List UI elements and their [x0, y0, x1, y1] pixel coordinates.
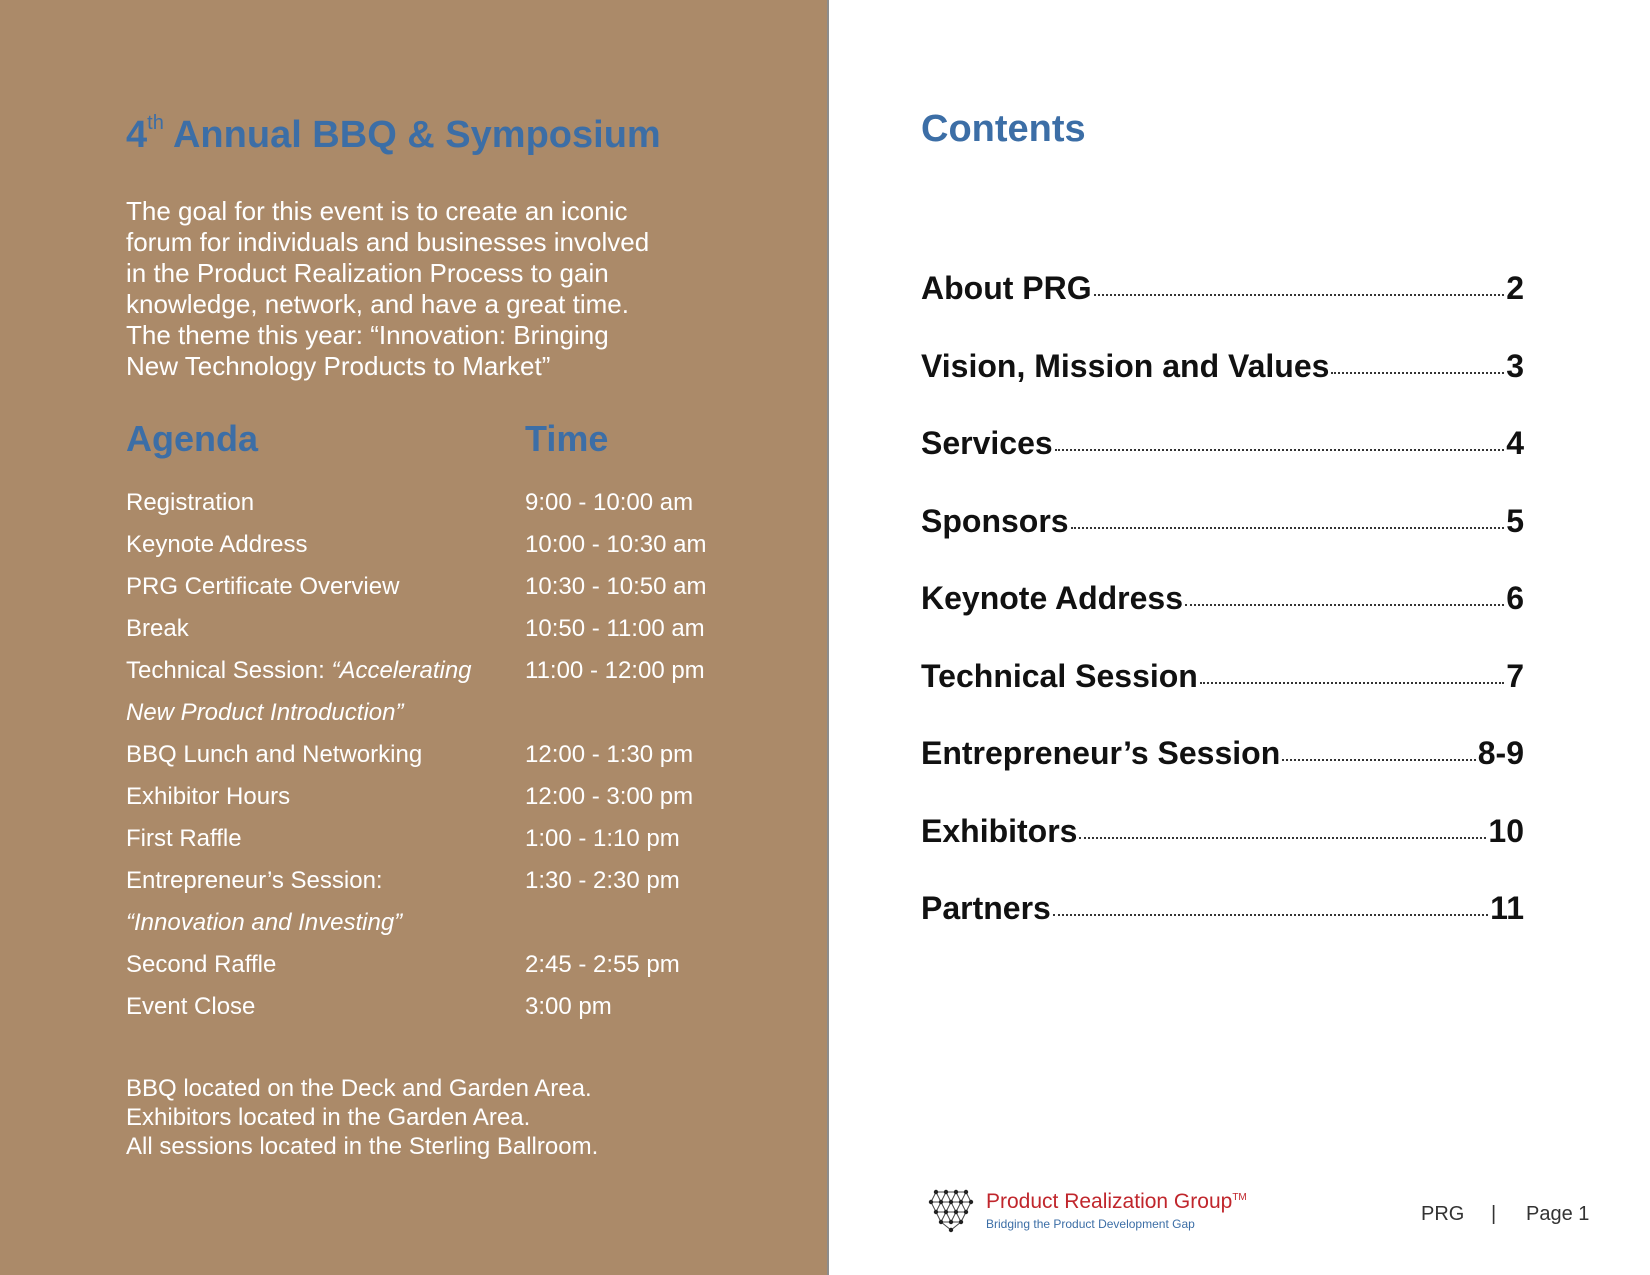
company-logo: [924, 1184, 1254, 1234]
agenda-time: 2:45 - 2:55 pm: [525, 951, 680, 978]
toc-entry-label: About PRG: [921, 270, 1092, 306]
agenda-time: 10:30 - 10:50 am: [525, 573, 707, 600]
agenda-list: [126, 489, 746, 1035]
toc-entry[interactable]: [921, 580, 1524, 658]
logo-trademark: TM: [1232, 1192, 1247, 1203]
agenda-row: [126, 699, 746, 741]
agenda-item: [126, 531, 307, 559]
toc-entry[interactable]: [921, 735, 1524, 813]
agenda-row: [126, 489, 746, 531]
agenda-item-text: First Raffle: [126, 825, 242, 852]
agenda-item: [126, 699, 403, 727]
agenda-time: 9:00 - 10:00 am: [525, 489, 694, 516]
agenda-time: 1:30 - 2:30 pm: [525, 867, 680, 894]
agenda-row: [126, 657, 746, 699]
agenda-item: [126, 951, 276, 979]
toc-dot-leader: [1282, 759, 1476, 761]
location-note: BBQ located on the Deck and Garden Area.: [126, 1075, 592, 1102]
toc-dot-leader: [1094, 294, 1505, 296]
toc-entry-label: Services: [921, 425, 1053, 461]
agenda-item-text: PRG Certificate Overview: [126, 573, 400, 600]
footer-org: PRG: [1421, 1203, 1465, 1225]
agenda-row: [126, 951, 746, 993]
network-hexagon-icon: [924, 1184, 978, 1234]
title-text: Annual BBQ & Symposium: [172, 114, 661, 156]
contents-title: Contents: [921, 108, 1086, 150]
agenda-item: [126, 909, 402, 937]
toc-entry[interactable]: [921, 425, 1524, 503]
agenda-time: 3:00 pm: [525, 993, 612, 1020]
agenda-item-text: Event Close: [126, 993, 256, 1020]
toc-dot-leader: [1055, 449, 1505, 451]
toc-entry-label: Vision, Mission and Values: [921, 347, 1330, 384]
toc-entry-label: Partners: [921, 890, 1051, 926]
agenda-item: [126, 741, 422, 769]
footer-separator: |: [1491, 1203, 1497, 1225]
toc-entry[interactable]: [921, 813, 1524, 891]
toc-entry-page: 4: [1506, 425, 1524, 461]
agenda-item-text: Break: [126, 615, 189, 642]
agenda-row: [126, 993, 746, 1035]
agenda-item-text: Registration: [126, 489, 255, 516]
table-of-contents: [921, 270, 1524, 968]
location-note: All sessions located in the Sterling Ballroom.: [126, 1133, 599, 1160]
agenda-row: [126, 531, 746, 573]
agenda-time: 12:00 - 1:30 pm: [525, 741, 694, 768]
location-note: Exhibitors located in the Garden Area.: [126, 1104, 531, 1131]
toc-entry-label: Keynote Address: [921, 580, 1183, 616]
agenda-item-text: Exhibitor Hours: [126, 783, 291, 810]
agenda-row: [126, 909, 746, 951]
toc-entry-page: 8-9: [1477, 735, 1524, 771]
agenda-item-subtitle: “Accelerating: [331, 657, 472, 684]
intro-line: The goal for this event is to create an iconic: [126, 196, 628, 226]
agenda-item: [126, 615, 189, 643]
agenda-heading: Agenda: [126, 418, 259, 459]
toc-entry-page: 6: [1506, 580, 1524, 616]
title-suffix: th: [147, 112, 164, 135]
event-title: [126, 114, 661, 157]
agenda-item-text: Second Raffle: [126, 951, 277, 978]
toc-entry-page: 11: [1490, 890, 1524, 926]
agenda-item: [126, 867, 383, 895]
agenda-row: [126, 573, 746, 615]
logo-name: [986, 1190, 1247, 1214]
time-heading: Time: [525, 418, 609, 459]
agenda-row: [126, 867, 746, 909]
agenda-item-text: Technical Session:: [126, 657, 332, 684]
agenda-time: 11:00 - 12:00 pm: [525, 657, 705, 684]
toc-entry[interactable]: [921, 658, 1524, 736]
page-divider: [827, 0, 829, 1275]
agenda-row: [126, 615, 746, 657]
agenda-item: [126, 573, 399, 601]
agenda-row: [126, 825, 746, 867]
agenda-item: [126, 657, 472, 685]
intro-line: forum for individuals and businesses involved: [126, 227, 650, 257]
toc-entry-label: Technical Session: [921, 657, 1198, 694]
agenda-row: [126, 741, 746, 783]
agenda-time: 12:00 - 3:00 pm: [525, 783, 694, 810]
agenda-item: [126, 825, 242, 853]
agenda-item-text: Keynote Address: [126, 531, 308, 558]
agenda-item: [126, 993, 255, 1021]
agenda-item-text: Entrepreneur’s Session:: [126, 867, 383, 894]
intro-line: New Technology Products to Market”: [126, 351, 551, 381]
footer-page-number: Page 1: [1526, 1203, 1590, 1225]
event-intro: [126, 196, 726, 382]
location-notes: [126, 1074, 598, 1161]
toc-dot-leader: [1071, 527, 1505, 529]
toc-dot-leader: [1200, 682, 1504, 684]
toc-dot-leader: [1331, 372, 1504, 374]
toc-dot-leader: [1079, 837, 1486, 839]
toc-entry[interactable]: [921, 348, 1524, 426]
intro-line: knowledge, network, and have a great time.: [126, 289, 629, 319]
toc-entry-page: 2: [1506, 270, 1524, 306]
toc-entry-label: Entrepreneur’s Session: [921, 735, 1281, 771]
title-number: 4: [126, 114, 148, 156]
logo-tagline: Bridging the Product Development Gap: [986, 1217, 1195, 1231]
toc-entry-page: 5: [1506, 502, 1524, 539]
agenda-item-text: BBQ Lunch and Networking: [126, 741, 423, 768]
intro-line: The theme this year: “Innovation: Bringing: [126, 320, 609, 350]
toc-entry[interactable]: [921, 503, 1524, 581]
toc-entry-page: 10: [1488, 812, 1524, 849]
agenda-time: 10:50 - 11:00 am: [525, 615, 705, 642]
toc-entry[interactable]: [921, 890, 1524, 968]
agenda-time: 1:00 - 1:10 pm: [525, 825, 680, 852]
agenda-item: [126, 489, 254, 517]
toc-entry-page: 3: [1506, 347, 1524, 384]
intro-line: in the Product Realization Process to gain: [126, 258, 609, 288]
agenda-row: [126, 783, 746, 825]
toc-entry-label: Sponsors: [921, 502, 1069, 539]
toc-dot-leader: [1053, 914, 1488, 916]
agenda-item-subtitle: New Product Introduction”: [126, 699, 404, 726]
toc-entry[interactable]: [921, 270, 1524, 348]
toc-entry-label: Exhibitors: [921, 812, 1078, 849]
agenda-item-subtitle: “Innovation and Investing”: [126, 909, 403, 936]
agenda-time: 10:00 - 10:30 am: [525, 531, 707, 558]
agenda-item: [126, 783, 290, 811]
logo-name-text: Product Realization Group: [986, 1190, 1233, 1213]
toc-dot-leader: [1185, 604, 1504, 606]
toc-entry-page: 7: [1506, 657, 1524, 694]
